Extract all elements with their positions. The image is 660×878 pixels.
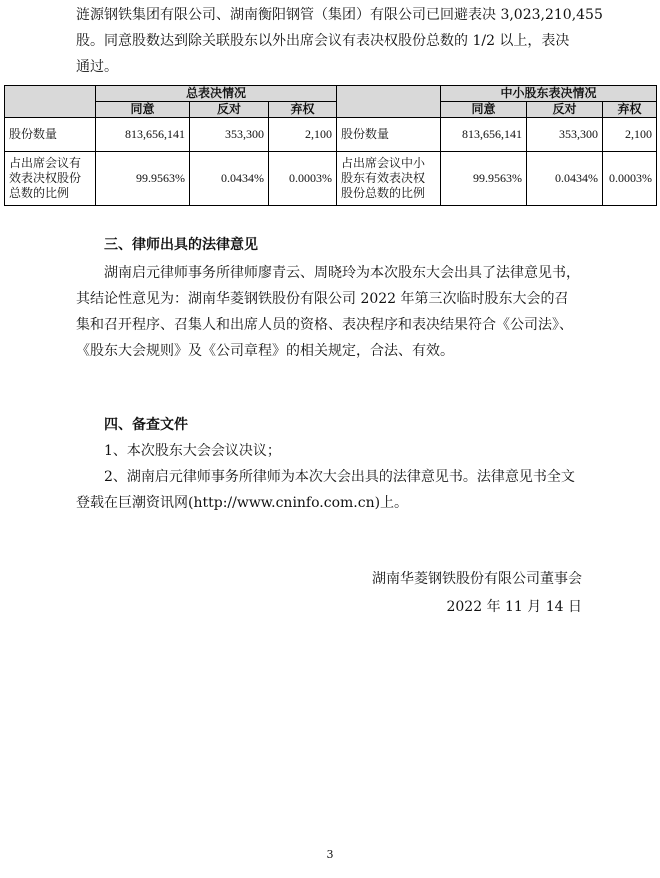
signature-date: 2022 年 11 月 14 日 [446,599,582,615]
voting-results-table [4,85,657,206]
section-3-line-2: 其结论性意见为：湖南华菱钢铁股份有限公司 2022 年第三次临时股东大会的召 [76,291,569,307]
section-4-item-2-line-2: 登载在巨潮资讯网(http://www.cninfo.com.cn)上。 [76,495,409,511]
ratio-label-left-line-2: 效表决权股份 [9,171,82,185]
cell-total-agree-ratio: 99.9563% [96,152,190,206]
col-oppose-total: 反对 [190,102,269,118]
intro-line-3: 通过。 [76,59,118,75]
table-group-header-row [5,86,657,102]
ratio-label-right-line-1: 占出席会议中小 [341,156,426,170]
row-label-share-count-left: 股份数量 [5,118,96,152]
col-abstain-small: 弃权 [603,102,657,118]
section-4-item-1: 1、本次股东大会会议决议； [104,443,281,459]
col-agree-small: 同意 [441,102,527,118]
page-number: 3 [326,848,334,861]
col-abstain-total: 弃权 [269,102,337,118]
section-3-line-1: 湖南启元律师事务所律师廖青云、周晓玲为本次股东大会出具了法律意见书， [104,265,580,281]
cell-small-oppose-shares: 353,300 [527,118,603,152]
cell-small-agree-ratio: 99.9563% [441,152,527,206]
cell-small-abstain-ratio: 0.0003% [603,152,657,206]
cell-small-abstain-shares: 2,100 [603,118,657,152]
col-oppose-small: 反对 [527,102,603,118]
table-column-header-row [5,102,657,118]
ratio-label-right-line-2: 股东有效表决权 [341,171,426,185]
section-4-item-2-line-1: 2、湖南启元律师事务所律师为本次大会出具的法律意见书。法律意见书全文 [104,469,575,485]
ratio-label-left-line-3: 总数的比例 [9,186,70,200]
ratio-label-left-line-1: 占出席会议有 [9,156,82,170]
table-corner-cell-left [5,86,96,118]
small-shareholder-vote-header: 中小股东表决情况 [441,86,657,102]
cell-small-agree-shares: 813,656,141 [441,118,527,152]
table-corner-cell-right [337,86,441,118]
cell-total-oppose-shares: 353,300 [190,118,269,152]
row-label-ratio-left [5,152,96,206]
cell-total-oppose-ratio: 0.0434% [190,152,269,206]
total-vote-header: 总表决情况 [96,86,337,102]
table-row-share-count [5,118,657,152]
ratio-label-right-line-3: 股份总数的比例 [341,186,426,200]
col-agree-total: 同意 [96,102,190,118]
intro-line-2: 股。同意股数达到除关联股东以外出席会议有表决权股份总数的 1/2 以上，表决 [76,33,570,49]
cell-total-abstain-ratio: 0.0003% [269,152,337,206]
section-4-heading: 四、备查文件 [104,417,188,433]
section-3-heading: 三、律师出具的法律意见 [104,237,258,253]
row-label-share-count-right: 股份数量 [337,118,441,152]
signature-company: 湖南华菱钢铁股份有限公司董事会 [372,571,582,587]
cell-total-agree-shares: 813,656,141 [96,118,190,152]
cell-small-oppose-ratio: 0.0434% [527,152,603,206]
cell-total-abstain-shares: 2,100 [269,118,337,152]
section-3-line-3: 集和召开程序、召集人和出席人员的资格、表决程序和表决结果符合《公司法》、 [76,317,573,333]
table-row-ratio [5,152,657,206]
section-3-paragraph [76,260,581,364]
row-label-ratio-right [337,152,441,206]
intro-line-1: 涟源钢铁集团有限公司、湖南衡阳钢管（集团）有限公司已回避表决 3,023,210,455 [76,7,603,23]
section-4-paragraph [76,438,581,516]
intro-paragraph [76,2,603,80]
section-3-line-4: 《股东大会规则》及《公司章程》的相关规定，合法、有效。 [76,343,454,359]
